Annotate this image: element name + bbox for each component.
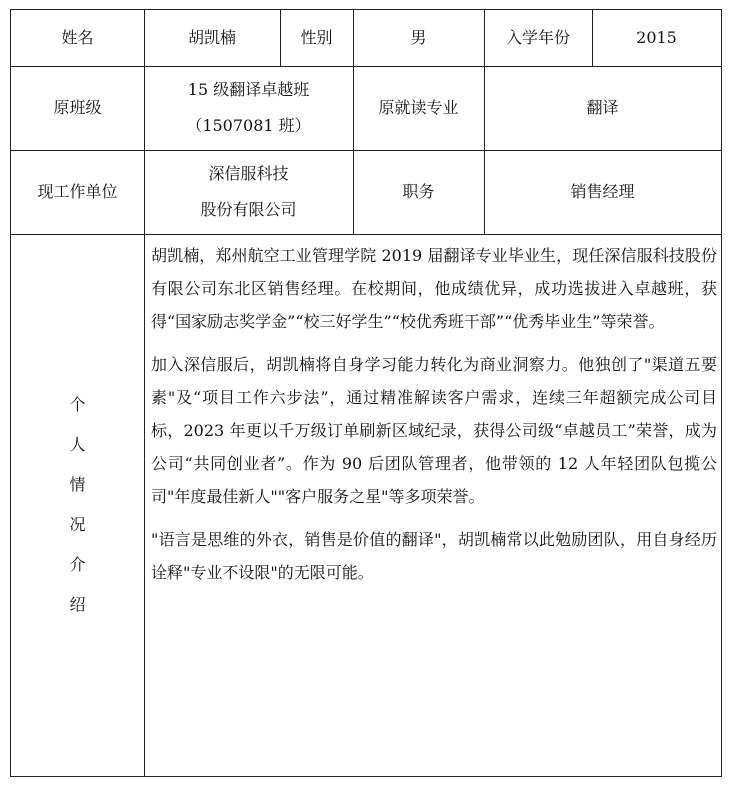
name-label: 姓名 <box>61 28 94 47</box>
original-class-label: 原班级 <box>53 98 102 117</box>
employer-line-1: 深信服科技 <box>208 164 289 183</box>
class-line-2: （1507081 班） <box>186 116 311 135</box>
personal-intro-text <box>144 235 721 589</box>
enroll-year-value: 2015 <box>636 28 677 47</box>
personal-intro-label <box>11 234 144 776</box>
class-line-1: 15 级翻译卓越班 <box>187 80 310 99</box>
original-major-value: 翻译 <box>586 98 619 117</box>
intro-label-char: 况 <box>69 515 86 534</box>
employer-line-2: 股份有限公司 <box>200 200 297 219</box>
intro-label-char: 人 <box>69 435 86 454</box>
intro-label-char: 介 <box>69 555 86 574</box>
name-value: 胡凯楠 <box>187 28 236 47</box>
alumni-info-form <box>10 9 722 777</box>
enroll-year-label: 入学年份 <box>505 28 570 47</box>
intro-paragraph: 胡凯楠，郑州航空工业管理学院 2019 届翻译专业毕业生，现任深信服科技股份有限公司东北区销售经理。在校期间，他成绩优异，成功选拔进入卓越班，获得“国家励志奖学金”“校三好学生”“校优秀班干部”“优秀毕业生”等荣誉。 <box>151 246 717 331</box>
original-major-label: 原就读专业 <box>378 98 459 117</box>
intro-label-char: 绍 <box>69 595 86 614</box>
intro-paragraph: "语言是思维的外衣，销售是价值的翻译"，胡凯楠常以此勉励团队，用自身经历诠释"专业不设限"的无限可能。 <box>151 530 717 582</box>
current-employer-value <box>144 150 353 234</box>
job-title-label: 职务 <box>402 182 435 201</box>
current-employer-label: 现工作单位 <box>37 182 118 201</box>
job-title-value: 销售经理 <box>570 182 635 201</box>
intro-label-char: 个 <box>69 395 86 414</box>
original-class-value <box>144 66 353 150</box>
gender-label: 性别 <box>300 28 333 47</box>
intro-label-char: 情 <box>69 475 86 494</box>
gender-value: 男 <box>410 28 427 47</box>
intro-paragraph: 加入深信服后，胡凯楠将自身学习能力转化为商业洞察力。他独创了"渠道五要素"及“项目工作六步法”，通过精准解读客户需求，连续三年超额完成公司目标，2023 年更以千万级订单刷新区域纪录，获得公司级“卓越员工”荣誉，成为公司“共同创业者”。作为 90 后团队管理者，他带领的 12 人年轻团队包揽公司"年度最佳新人""客户服务之星"等多项荣誉。 <box>151 355 717 506</box>
